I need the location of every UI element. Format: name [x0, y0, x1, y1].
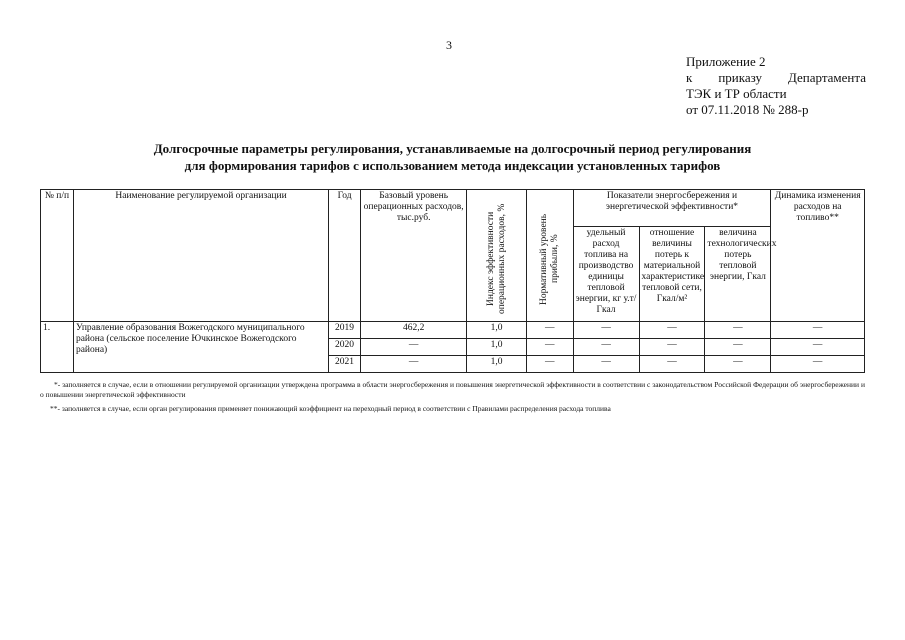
loss-ratio-cell: —	[639, 322, 705, 339]
title-line-2: для формирования тарифов с использованием метода индексации установленных тарифов	[184, 158, 721, 173]
appendix-word: к	[686, 70, 693, 85]
header-base-level: Базовый уровень операционных расходов, тыс.руб.	[361, 190, 467, 322]
appendix-word: Департамента	[787, 70, 866, 85]
header-year: Год	[329, 190, 361, 322]
fuel-cell: —	[573, 322, 639, 339]
header-specific-fuel: удельный расход топлива на производство единицы тепловой энергии, кг у.т/Гкал	[573, 227, 639, 322]
footnotes	[40, 380, 865, 414]
tech-loss-cell: —	[705, 356, 771, 373]
profit-cell: —	[526, 356, 573, 373]
appendix-line-4: от 07.11.2018 № 288-р	[686, 102, 809, 117]
header-num: № п/п	[41, 190, 74, 322]
loss-ratio-cell: —	[639, 339, 705, 356]
loss-ratio-cell: —	[639, 356, 705, 373]
tech-loss-cell: —	[705, 322, 771, 339]
appendix-word: приказу	[718, 70, 762, 85]
header-tech-losses: величина технологических потерь тепловой энергии, Гкал	[705, 227, 771, 322]
fuel-cell: —	[573, 339, 639, 356]
header-indicators: Показатели энергосбережения и энергетической эффективности*	[573, 190, 771, 227]
base-cell: 462,2	[361, 322, 467, 339]
footnote-1: *- заполняется в случае, если в отношении регулируемой организации утверждена программа в области энергосбережения и повышения энергетической эффективности в соответствии с законодательством Российской Федерации об энергосбережении и о повышении энергетической эффективности	[40, 380, 865, 399]
header-organization: Наименование регулируемой организации	[73, 190, 328, 322]
appendix-line-2	[686, 70, 866, 86]
index-cell: 1,0	[467, 339, 527, 356]
year-cell: 2019	[329, 322, 361, 339]
fuel-cell: —	[573, 356, 639, 373]
header-row-1	[41, 190, 865, 227]
header-efficiency-index-text: Индекс эффективности операционных расходов, %	[485, 203, 507, 315]
dynamics-cell: —	[771, 356, 865, 373]
header-profit-level-text: Нормативный уровень прибыли, %	[538, 213, 560, 305]
year-cell: 2021	[329, 356, 361, 373]
parameters-table	[40, 189, 865, 373]
index-cell: 1,0	[467, 322, 527, 339]
header-profit-level	[526, 190, 573, 322]
profit-cell: —	[526, 322, 573, 339]
table-row	[41, 322, 865, 339]
row-number: 1.	[41, 322, 74, 373]
appendix-line-1: Приложение 2	[686, 54, 766, 69]
profit-cell: —	[526, 339, 573, 356]
page-number: 3	[446, 38, 452, 52]
index-cell: 1,0	[467, 356, 527, 373]
appendix-line-3: ТЭК и ТР области	[686, 86, 787, 101]
dynamics-cell: —	[771, 339, 865, 356]
title-line-1: Долгосрочные параметры регулирования, устанавливаемые на долгосрочный период регулирования	[153, 141, 752, 156]
organization-name: Управление образования Вожегодского муниципального района (сельское поселение Ючкинское Вожегодского района)	[73, 322, 328, 373]
document-title	[40, 140, 865, 174]
header-loss-ratio: отношение величины потерь к материальной характеристике тепловой сети, Гкал/м²	[639, 227, 705, 322]
base-cell: —	[361, 339, 467, 356]
dynamics-cell: —	[771, 322, 865, 339]
header-efficiency-index	[467, 190, 527, 322]
tech-loss-cell: —	[705, 339, 771, 356]
header-fuel-dynamics: Динамика изменения расходов на топливо**	[771, 190, 865, 322]
base-cell: —	[361, 356, 467, 373]
appendix-block	[686, 54, 866, 118]
footnote-2: **- заполняется в случае, если орган регулирования применяет понижающий коэффициент на переходный период в соответствии с Правилами распределения расхода топлива	[50, 404, 611, 413]
year-cell: 2020	[329, 339, 361, 356]
